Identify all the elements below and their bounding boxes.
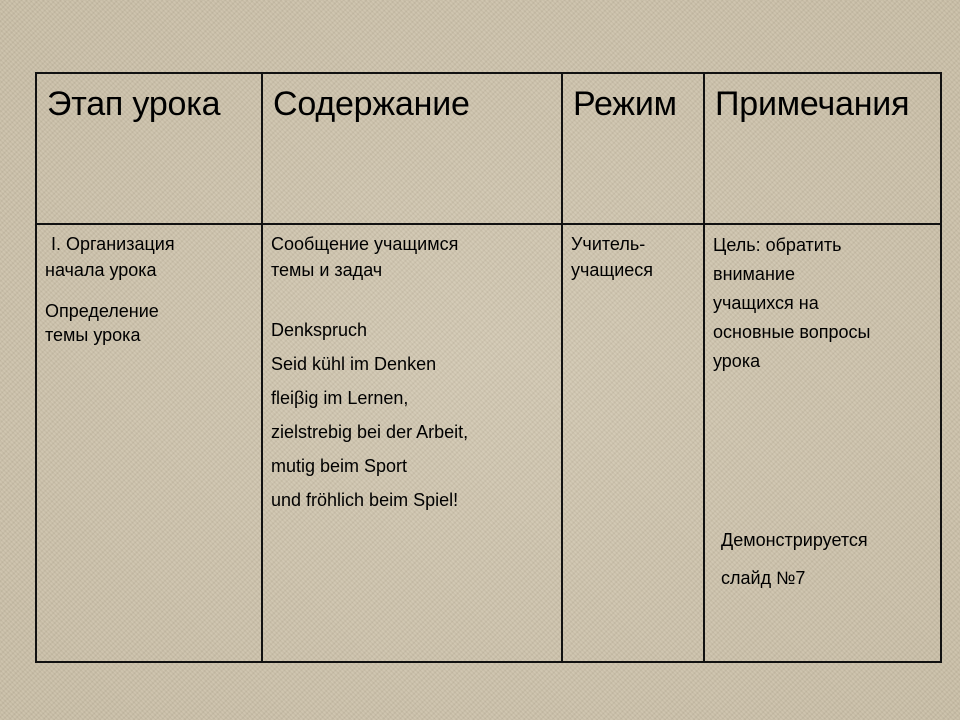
- notes-cell: [704, 224, 941, 662]
- stage-cell: [36, 224, 262, 662]
- header-content: [262, 73, 562, 224]
- mode-line-2: учащиеся: [571, 260, 654, 280]
- note-line: основные вопросы: [713, 322, 871, 342]
- header-stage-label: Этап урока: [47, 85, 221, 123]
- header-mode: [562, 73, 704, 224]
- table-header-row: [36, 73, 941, 224]
- lesson-plan-table: [35, 72, 942, 663]
- header-stage: [36, 73, 262, 224]
- mode-cell: [562, 224, 704, 662]
- header-notes: [704, 73, 941, 224]
- motto-line: mutig beim Sport: [271, 456, 408, 476]
- table-row: [36, 224, 941, 662]
- motto-line: Seid kühl im Denken: [271, 354, 437, 374]
- note-line: урока: [713, 351, 761, 371]
- stage-line-2: начала урока: [45, 260, 157, 280]
- header-notes-label: Примечания: [715, 85, 910, 123]
- content-cell: [262, 224, 562, 662]
- content-line-1: Сообщение учащимся: [271, 234, 459, 254]
- note-line: учащихся на: [713, 293, 819, 313]
- content-line-2: темы и задач: [271, 260, 383, 280]
- header-mode-label: Режим: [573, 85, 677, 123]
- slide-reference-line-1: Демонстрируется: [721, 530, 868, 550]
- mode-line-1: Учитель-: [571, 234, 646, 254]
- header-content-label: Содержание: [273, 85, 470, 123]
- motto-title: Denkspruch: [271, 320, 368, 340]
- note-line: Цель: обратить: [713, 235, 842, 255]
- stage-line-3: Определение: [45, 301, 159, 321]
- stage-line-1: I. Организация: [51, 234, 175, 254]
- note-line: внимание: [713, 264, 795, 284]
- motto-line: zielstrebig bei der Arbeit,: [271, 422, 469, 442]
- motto-line: und fröhlich beim Spiel!: [271, 490, 459, 510]
- motto-line: fleiβig im Lernen,: [271, 388, 409, 408]
- stage-line-4: темы урока: [45, 325, 141, 345]
- slide-reference: [721, 521, 868, 597]
- slide-reference-line-2: слайд №7: [721, 568, 806, 588]
